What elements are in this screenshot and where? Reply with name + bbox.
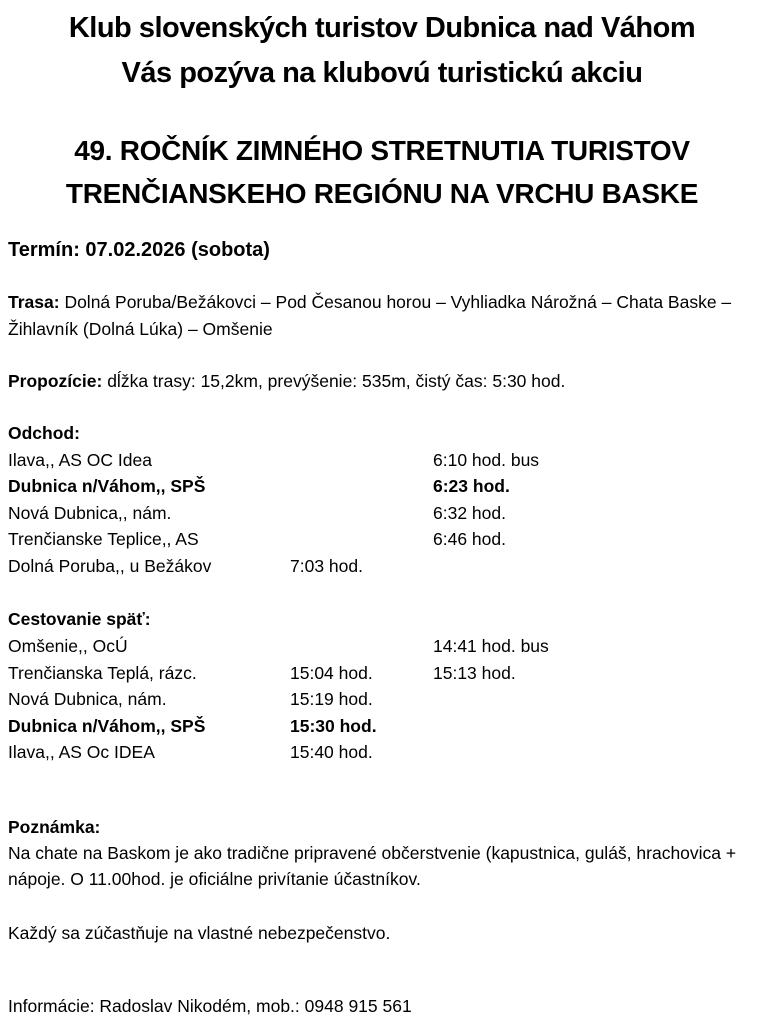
departure-time: 15:13 hod. (433, 662, 516, 683)
departure-time: 6:23 hod. (433, 476, 510, 497)
club-header (8, 6, 756, 96)
schedule-row (8, 660, 756, 687)
termin-value: 07.02.2026 (sobota) (85, 239, 270, 261)
contact-info: Informácie: Radoslav Nikodém, mob.: 0948 915 561 (8, 996, 412, 1017)
trasa-label: Trasa: (8, 292, 60, 312)
schedule-row (8, 500, 756, 527)
schedule-row (8, 553, 756, 580)
event-title (8, 129, 756, 215)
departure-time: 14:41 hod. bus (433, 635, 549, 656)
stop-name: Ilava,, AS Oc IDEA (8, 742, 155, 763)
event-title-line2: TRENČIANSKEHO REGIÓNU NA VRCHU BASKE (65, 178, 699, 209)
departure-time: 15:30 hod. (290, 715, 377, 736)
stop-name: Dolná Poruba,, u Bežákov (8, 555, 212, 576)
stop-name: Ilava,, AS OC Idea (8, 449, 152, 470)
schedule-row (8, 713, 756, 740)
propozicie-paragraph (8, 368, 738, 394)
trasa-value: Dolná Poruba/Bežákovci – Pod Česanou horou – Vyhliadka Nárožná – Chata Baske – Žihlavník (Dolná Lúka) – Omšenie (8, 292, 732, 339)
departure-time: 15:04 hod. (290, 662, 373, 683)
poznamka-heading: Poznámka: (8, 816, 101, 837)
stop-name: Trenčianske Teplice,, AS (8, 529, 199, 550)
departure-time: 15:40 hod. (290, 742, 373, 763)
stop-name: Trenčianska Teplá, rázc. (8, 662, 197, 683)
poznamka-text: Na chate na Baskom je ako tradične pripravené občerstvenie (kapustnica, guláš, hrachovica + nápoje. O 11.00hod. je oficiálne privítanie účastníkov. (8, 843, 737, 890)
schedule-row (8, 686, 756, 713)
trasa-paragraph (8, 289, 738, 343)
cestovanie-section (8, 606, 756, 765)
departure-time: 7:03 hod. (290, 555, 363, 576)
odchod-heading: Odchod: (8, 423, 80, 443)
club-name: Klub slovenských turistov Dubnica nad Váhom (68, 12, 696, 44)
stop-name: Dubnica n/Váhom,, SPŠ (8, 476, 206, 497)
schedule-row (8, 633, 756, 660)
stop-name: Dubnica n/Váhom,, SPŠ (8, 715, 206, 736)
schedule-row (8, 473, 756, 500)
cestovanie-heading: Cestovanie späť: (8, 609, 151, 630)
departure-time: 6:32 hod. (433, 502, 506, 523)
stop-name: Nová Dubnica,, nám. (8, 502, 172, 523)
departure-time: 6:46 hod. (433, 529, 506, 550)
stop-name: Omšenie,, OcÚ (8, 635, 128, 656)
departure-time: 6:10 hod. bus (433, 449, 540, 470)
schedule-row (8, 526, 756, 553)
propozicie-label: Propozície: (8, 371, 103, 391)
departure-time: 15:19 hod. (290, 689, 373, 710)
stop-name: Nová Dubnica, nám. (8, 689, 167, 710)
event-title-line1: 49. ROČNÍK ZIMNÉHO STRETNUTIA TURISTOV (74, 135, 690, 166)
schedule-row (8, 739, 756, 766)
termin-line (8, 237, 756, 264)
odchod-section (8, 420, 756, 579)
termin-label: Termín: (8, 239, 80, 261)
propozicie-value: dĺžka trasy: 15,2km, prevýšenie: 535m, čistý čas: 5:30 hod. (107, 371, 566, 391)
schedule-row (8, 447, 756, 474)
disclaimer-text: Každý sa zúčastňuje na vlastné nebezpečenstvo. (8, 923, 391, 944)
poznamka-section (8, 814, 756, 947)
invitation-line: Vás pozýva na klubovú turistickú akciu (121, 57, 643, 89)
